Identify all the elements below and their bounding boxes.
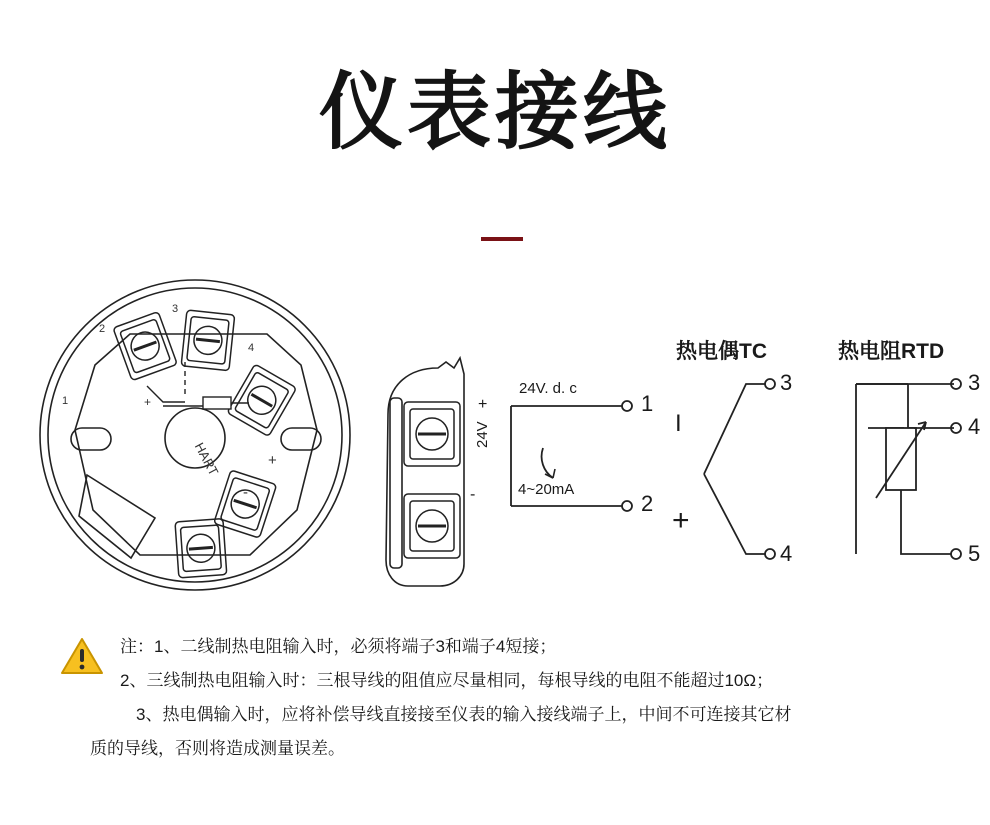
warning-triangle-icon — [60, 636, 104, 676]
loop-terminal-2: 2 — [641, 491, 654, 516]
loop-terminal-1: 1 — [641, 391, 654, 416]
terminal-label-3: 3 — [172, 303, 179, 315]
polarity-plus-internal: + — [144, 395, 152, 409]
title-underline-rule — [481, 237, 523, 241]
supply-voltage-label: 24V. d. c — [519, 380, 577, 397]
tc-minus-sign: I — [675, 410, 682, 437]
rtd-terminal-3: 3 — [968, 370, 981, 395]
tc-terminal-3: 3 — [780, 370, 793, 395]
terminal-label-1: 1 — [62, 395, 69, 407]
note-text-1: 1、二线制热电阻输入时，必须将端子3和端子4短接； — [154, 637, 557, 656]
note-line-2: 2、三线制热电阻输入时：三根导线的阻值应尽量相同，每根导线的电阻不能超过10Ω； — [120, 671, 774, 690]
terminal-label-2: 2 — [99, 323, 106, 335]
rtd-terminal-4: 4 — [968, 414, 981, 439]
thermocouple-title: 热电偶TC — [676, 340, 767, 363]
rtd-title: 热电阻RTD — [838, 340, 945, 363]
hart-marking: HART — [191, 440, 222, 479]
tc-terminal-4: 4 — [780, 541, 793, 566]
loop-power-diagram — [505, 400, 635, 520]
polarity-plus-terminal: + — [268, 452, 277, 469]
diagram-area — [0, 270, 990, 620]
tc-plus-sign: + — [672, 504, 690, 537]
side-view-minus: - — [470, 486, 476, 503]
transmitter-side-view — [368, 354, 518, 594]
notes-prefix: 注： — [120, 637, 154, 656]
note-line-3: 3、热电偶输入时，应将补偿导线直接接至仪表的输入接线端子上，中间不可连接其它材 — [136, 705, 792, 724]
side-view-24v-label: 24V — [474, 421, 491, 448]
rtd-terminal-5: 5 — [968, 541, 981, 566]
notes-block — [60, 630, 960, 766]
polarity-minus-terminal: - — [243, 484, 248, 501]
terminal-label-4: 4 — [248, 342, 255, 354]
thermocouple-diagram — [680, 370, 820, 570]
page-title: 仪表接线 — [318, 65, 671, 159]
side-view-plus: + — [478, 396, 488, 413]
note-line-1 — [60, 630, 960, 664]
transmitter-top-view — [35, 270, 365, 600]
note-line-4: 质的导线，否则将造成测量误差。 — [90, 739, 345, 758]
signal-current-label: 4~20mA — [518, 481, 575, 498]
